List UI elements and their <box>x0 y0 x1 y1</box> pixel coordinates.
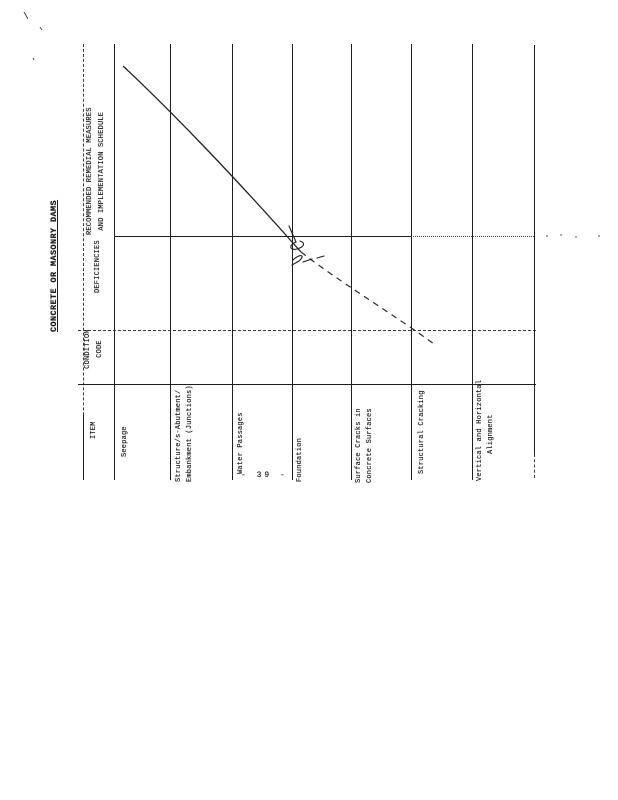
row-line <box>411 44 412 480</box>
item-line: Structure/s-Abutment/ <box>175 389 183 482</box>
column-line-condition-deficiencies <box>78 330 536 331</box>
item-structures-abutment <box>174 385 196 482</box>
item-seepage: Seepage <box>121 426 129 457</box>
item-line: Embankment (Junctions) <box>186 385 194 482</box>
column-line-dotted-continuation <box>411 236 534 237</box>
item-structural-cracking: Structural Cracking <box>418 390 426 474</box>
condition-code-line2: CODE <box>96 340 104 358</box>
header-row-line <box>114 44 115 480</box>
recommended-line2: AND IMPLEMENTATION SCHEDULE <box>98 111 106 231</box>
item-surface-cracks <box>354 408 376 483</box>
item-line: Alignment <box>487 414 495 454</box>
table-top-border-segment <box>83 414 84 480</box>
table-bottom-border <box>534 45 535 455</box>
row-line <box>472 44 473 480</box>
page-number: - 39 - <box>241 471 288 480</box>
item-line: Surface Cracks in <box>355 408 363 483</box>
row-line <box>170 44 171 480</box>
item-alignment <box>475 380 497 481</box>
column-header-recommended <box>84 107 108 235</box>
recommended-line1: RECOMMENDED REMEDIAL MEASURES <box>86 107 94 235</box>
column-header-item: ITEM <box>90 421 98 439</box>
document-title: CONCRETE OR MASONRY DAMS <box>49 199 59 332</box>
item-line: Concrete Surfaces <box>366 408 374 483</box>
column-line-item-condition <box>78 384 536 385</box>
table-bottom-border-dash <box>534 454 535 478</box>
condition-code-line1: CONDITION <box>84 329 92 369</box>
row-line <box>351 44 352 480</box>
row-line <box>232 44 233 480</box>
column-header-condition-code <box>82 328 106 370</box>
item-line: Vertical and Horizontal <box>476 379 484 481</box>
item-water-passages: Water Passages <box>237 412 245 474</box>
item-foundation: Foundation <box>296 437 304 482</box>
column-header-deficiencies: DEFICIENCIES <box>94 240 102 293</box>
column-line-deficiencies-recommended <box>114 236 411 237</box>
row-line <box>292 44 293 480</box>
